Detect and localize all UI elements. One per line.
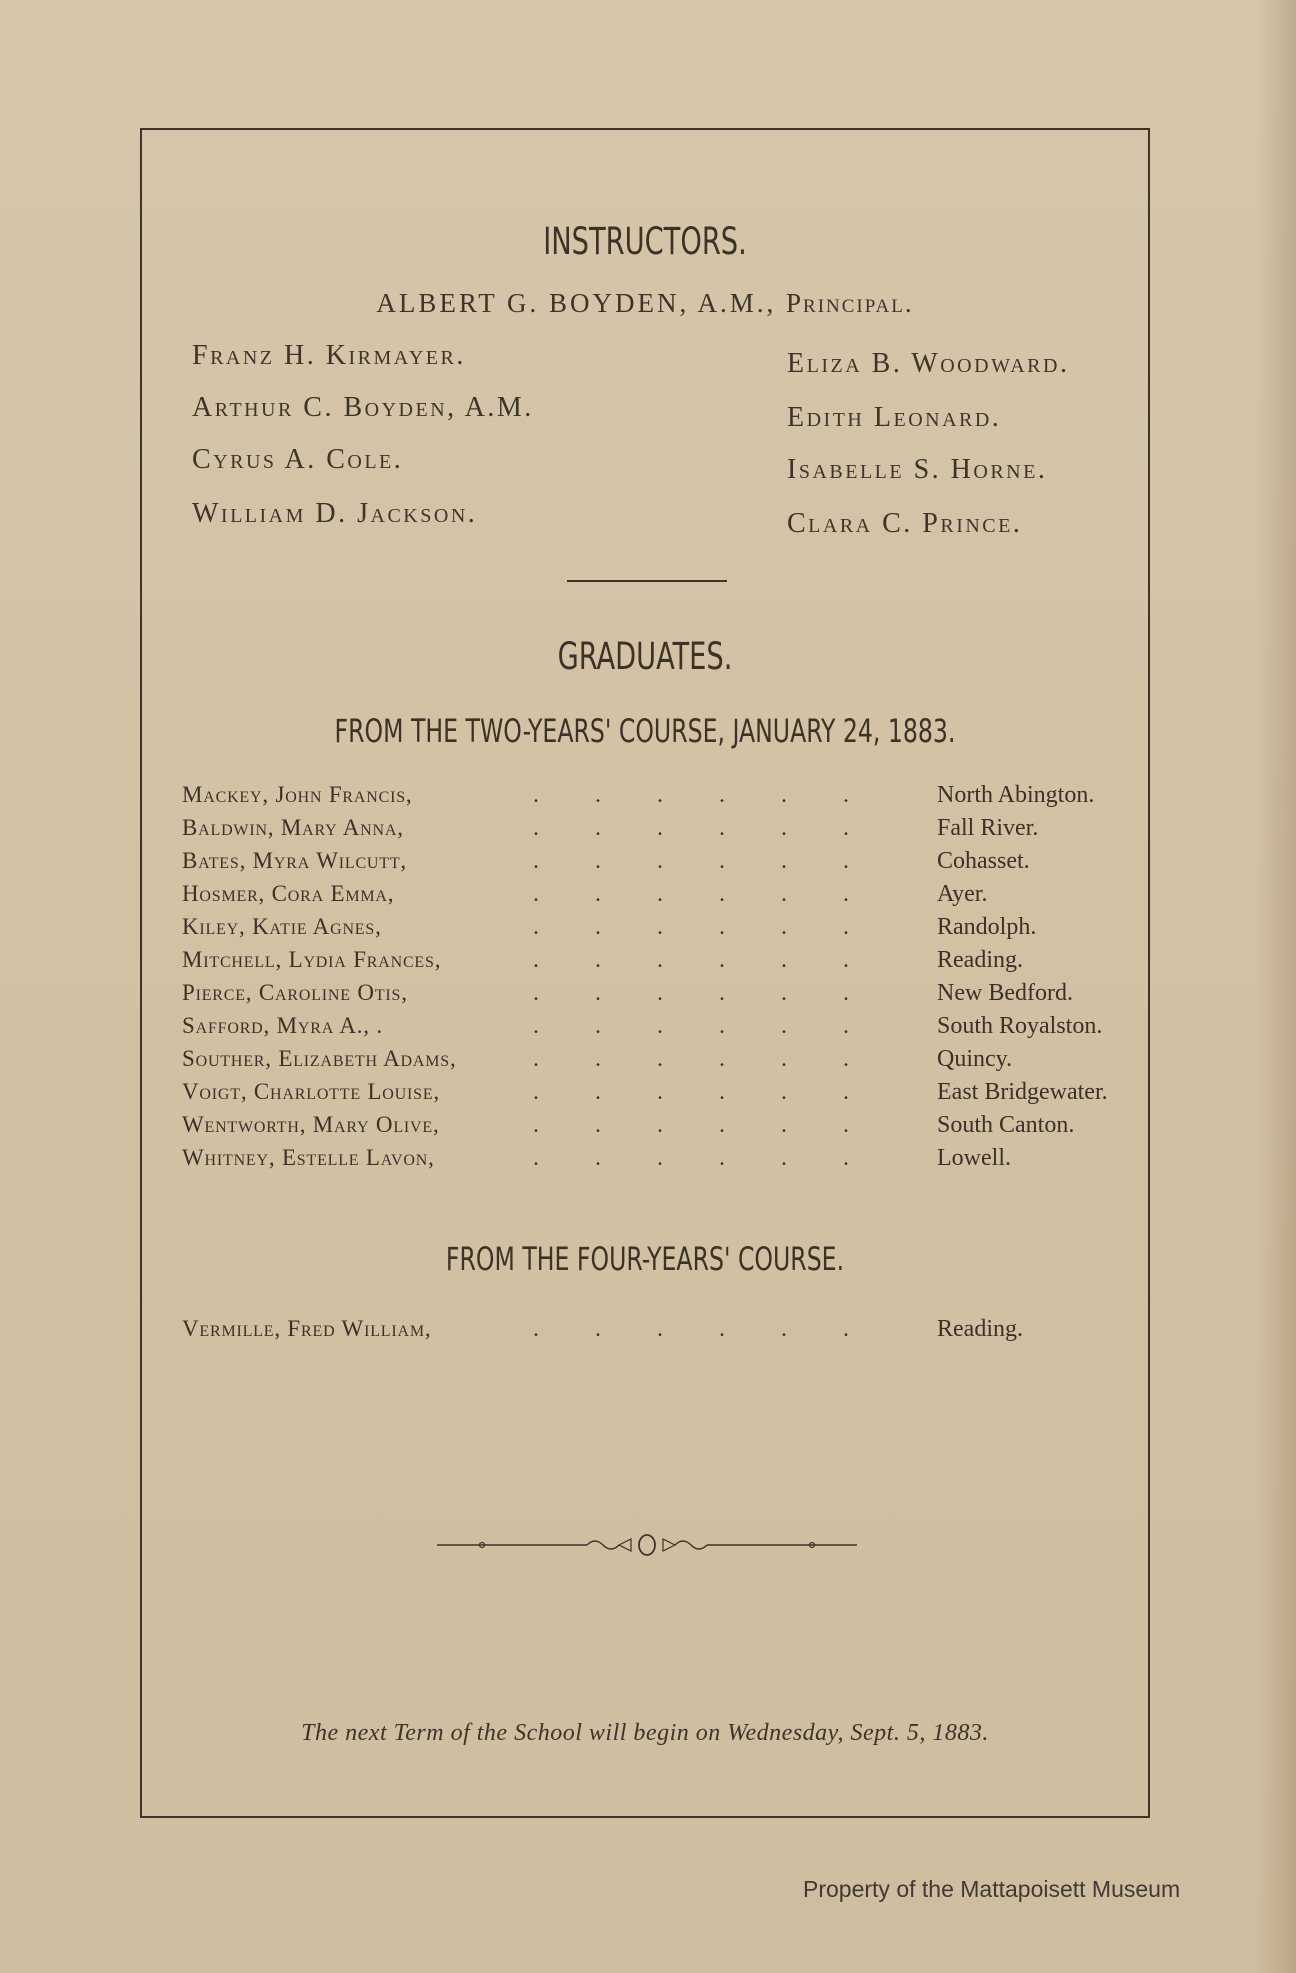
graduate-name: Wentworth, Mary Olive, [182, 1112, 440, 1137]
graduate-town: North Abington. [937, 782, 1095, 808]
graduate-name: Safford, Myra A., . [182, 1013, 383, 1038]
graduate-town: East Bridgewater. [937, 1079, 1108, 1105]
graduate-town: South Canton. [937, 1112, 1075, 1138]
section-divider [567, 580, 727, 582]
instructor-name: Edith Leonard. [787, 402, 1002, 433]
principal-name: ALBERT G. BOYDEN, A.M., [376, 288, 777, 318]
graduate-row [182, 1013, 1142, 1045]
ornamental-divider [437, 1530, 857, 1560]
graduate-town: Randolph. [937, 914, 1037, 940]
graduate-row [182, 881, 1142, 913]
graduate-town: South Royalston. [937, 1013, 1103, 1039]
graduate-row [182, 947, 1142, 979]
leader-dots: . . . . . . [533, 881, 849, 906]
graduate-name: Bates, Myra Wilcutt, [182, 848, 407, 873]
graduate-row [182, 1145, 1142, 1177]
instructor-name: Clara C. Prince. [787, 508, 1023, 539]
graduate-town: New Bedford. [937, 980, 1073, 1006]
graduate-row [182, 815, 1142, 847]
graduate-row [182, 1112, 1142, 1144]
graduate-name: Vermille, Fred William, [182, 1316, 432, 1341]
graduate-town: Fall River. [937, 815, 1039, 841]
page-border [140, 128, 1150, 1818]
graduate-row [182, 1316, 1142, 1348]
leader-dots: . . . . . . [533, 1145, 849, 1170]
graduate-name: Whitney, Estelle Lavon, [182, 1145, 435, 1170]
graduate-town: Cohasset. [937, 848, 1030, 874]
graduate-row [182, 1079, 1142, 1111]
graduates-heading: GRADUATES. [557, 635, 733, 678]
leader-dots: . . . . . . [533, 782, 849, 807]
instructor-name: Franz H. Kirmayer. [192, 340, 466, 371]
graduate-town: Ayer. [937, 881, 988, 907]
next-term-note: The next Term of the School will begin on Wednesday, Sept. 5, 1883. [301, 1720, 989, 1746]
museum-watermark: Property of the Mattapoisett Museum [803, 1876, 1181, 1902]
graduate-row [182, 914, 1142, 946]
leader-dots: . . . . . . [533, 947, 849, 972]
graduate-name: Voigt, Charlotte Louise, [182, 1079, 440, 1104]
instructor-name: Arthur C. Boyden, A.M. [192, 392, 534, 423]
leader-dots: . . . . . . [533, 1316, 849, 1341]
graduate-name: Kiley, Katie Agnes, [182, 914, 382, 939]
instructor-name: William D. Jackson. [192, 498, 478, 529]
leader-dots: . . . . . . [533, 980, 849, 1005]
graduate-name: Mitchell, Lydia Frances, [182, 947, 442, 972]
leader-dots: . . . . . . [533, 914, 849, 939]
graduate-town: Quincy. [937, 1046, 1013, 1072]
leader-dots: . . . . . . [533, 1013, 849, 1038]
instructor-name: Cyrus A. Cole. [192, 444, 404, 475]
graduate-row [182, 980, 1142, 1012]
instructor-name: Eliza B. Woodward. [787, 348, 1070, 379]
graduate-name: Mackey, John Francis, [182, 782, 413, 807]
graduate-town: Reading. [937, 1316, 1023, 1342]
graduate-name: Baldwin, Mary Anna, [182, 815, 404, 840]
graduate-town: Reading. [937, 947, 1023, 973]
graduate-row [182, 1046, 1142, 1078]
principal-line [142, 288, 1148, 319]
leader-dots: . . . . . . [533, 1112, 849, 1137]
leader-dots: . . . . . . [533, 1079, 849, 1104]
instructor-name: Isabelle S. Horne. [787, 454, 1048, 485]
graduate-name: Pierce, Caroline Otis, [182, 980, 408, 1005]
instructors-heading: INSTRUCTORS. [543, 220, 747, 263]
two-year-course-heading: FROM THE TWO-YEARS' COURSE, JANUARY 24, 1883. [334, 712, 956, 750]
graduate-town: Lowell. [937, 1145, 1011, 1171]
graduate-name: Hosmer, Cora Emma, [182, 881, 395, 906]
leader-dots: . . . . . . [533, 1046, 849, 1071]
principal-title: Principal. [786, 288, 914, 318]
graduate-name: Souther, Elizabeth Adams, [182, 1046, 457, 1071]
leader-dots: . . . . . . [533, 848, 849, 873]
graduate-row [182, 848, 1142, 880]
leader-dots: . . . . . . [533, 815, 849, 840]
graduate-row [182, 782, 1142, 814]
four-year-course-heading: FROM THE FOUR-YEARS' COURSE. [445, 1240, 845, 1278]
